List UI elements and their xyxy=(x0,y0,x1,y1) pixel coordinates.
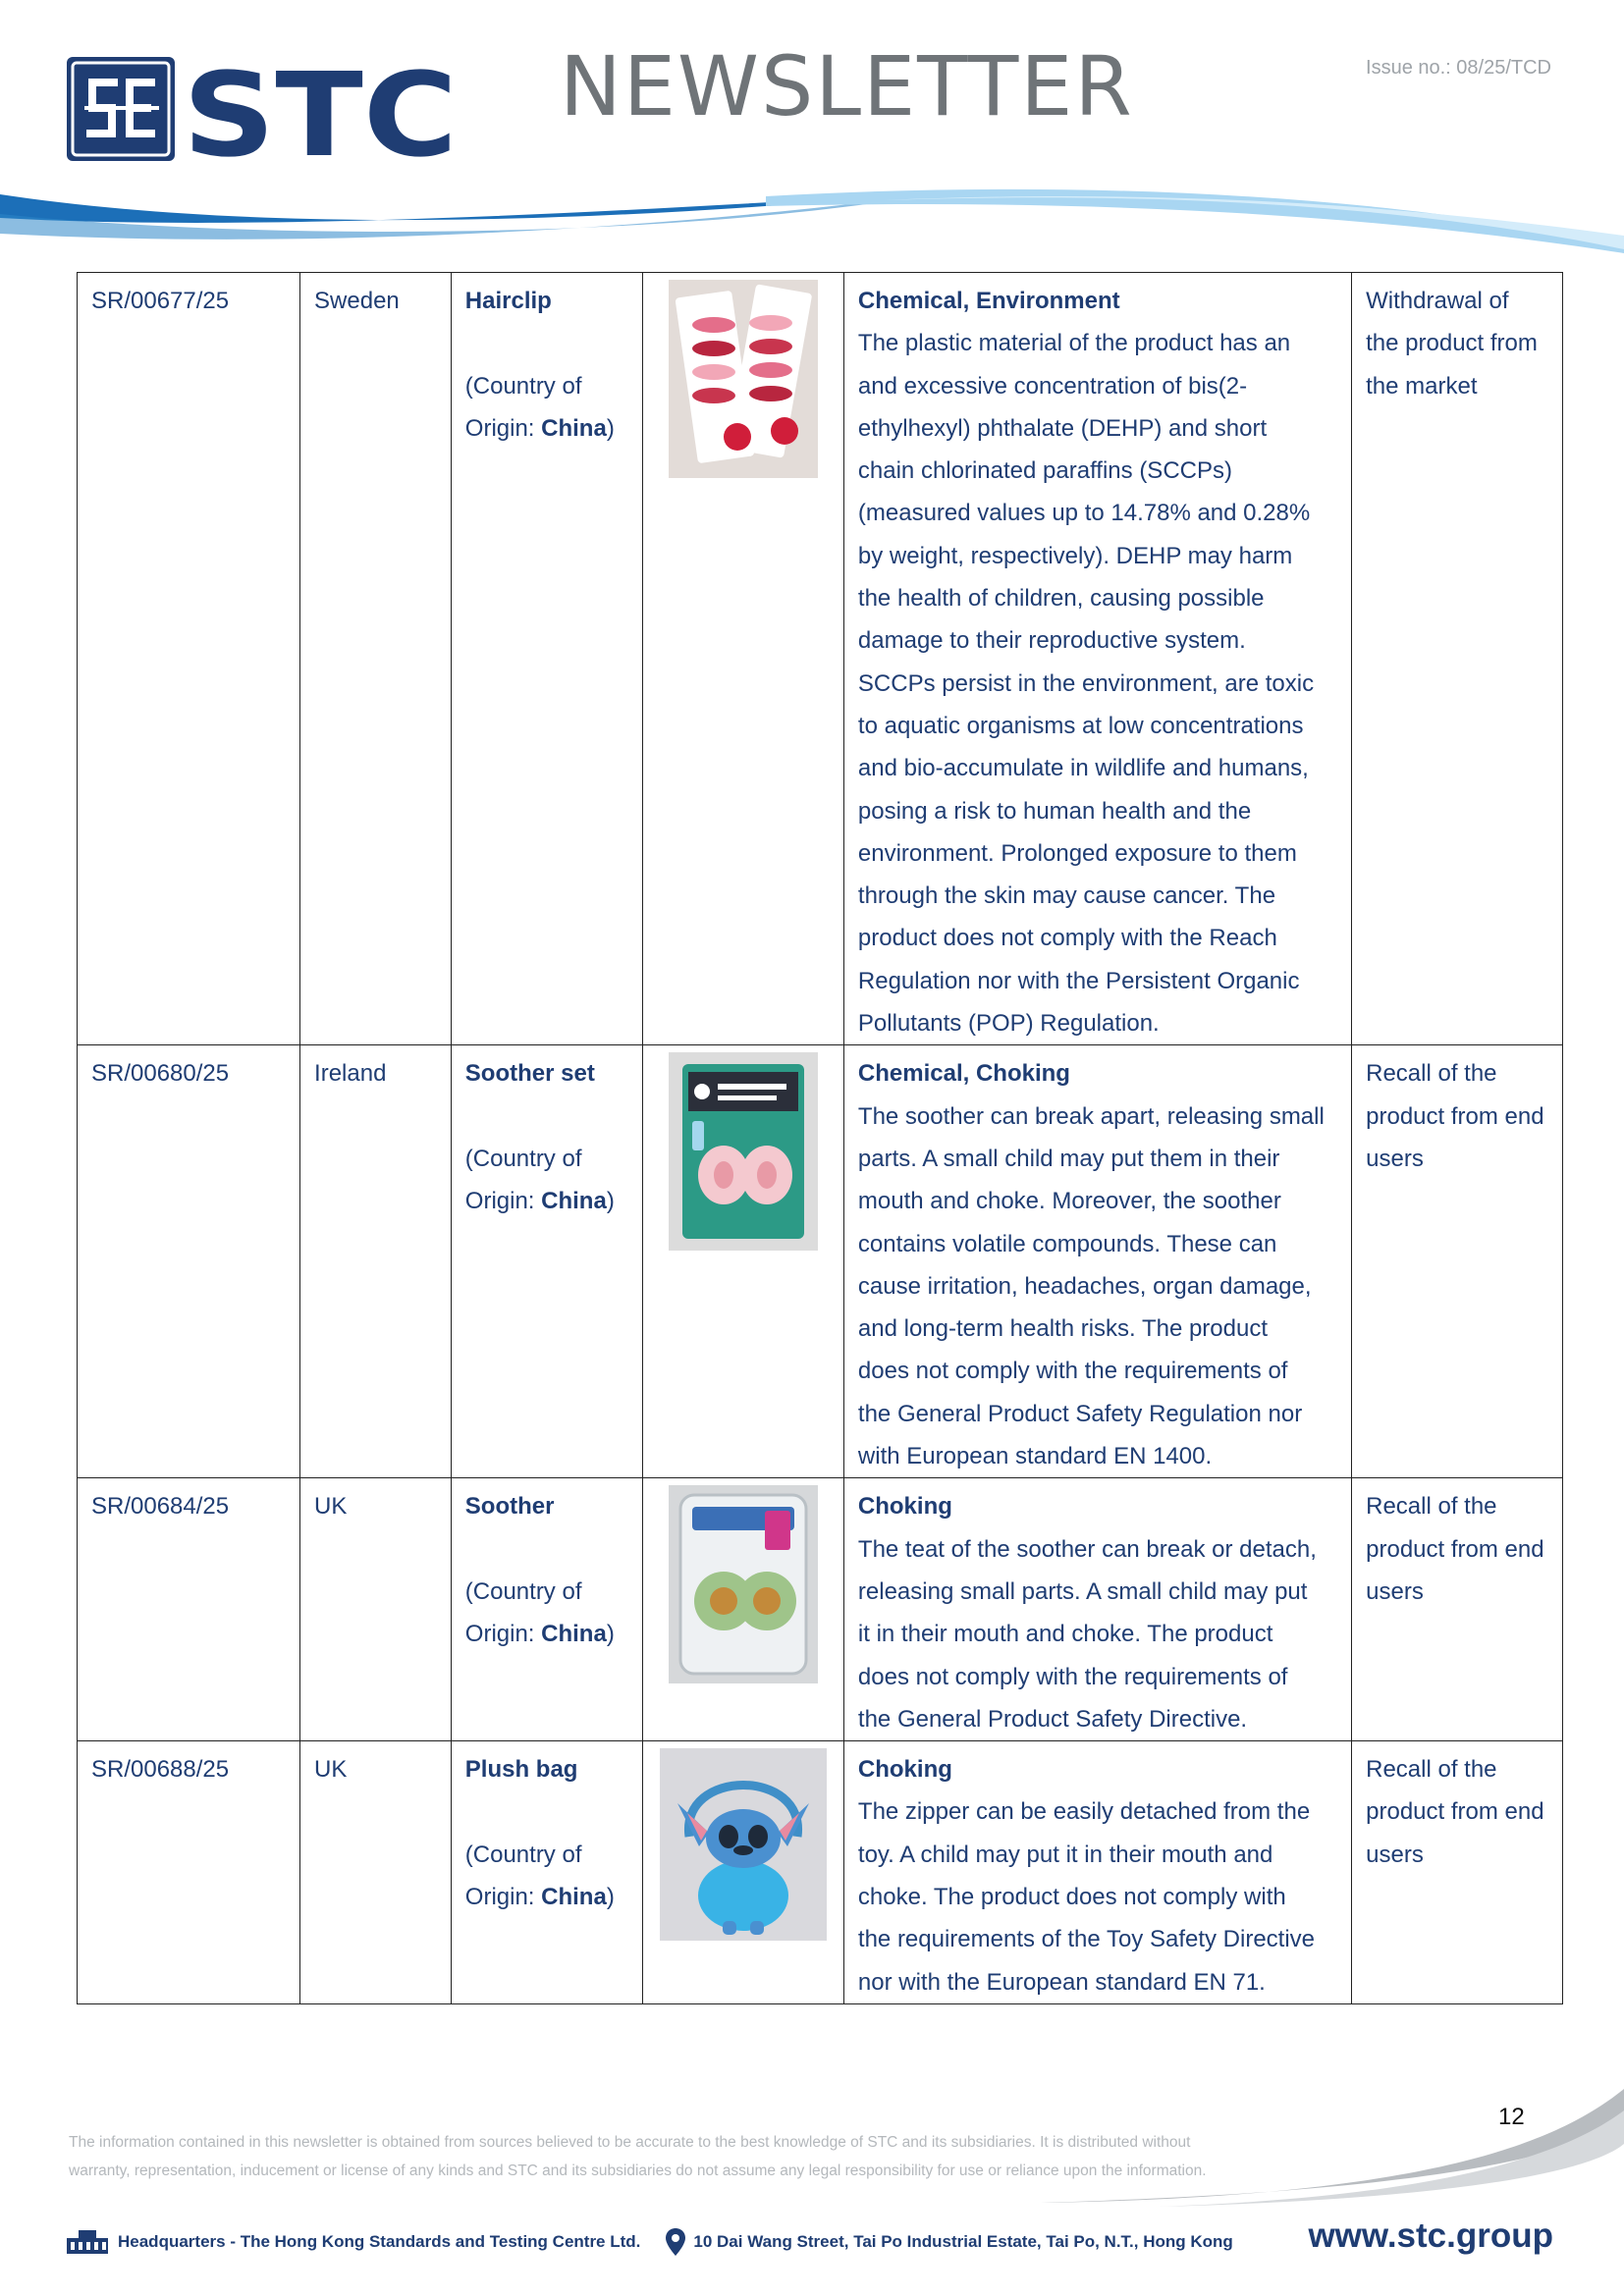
location-pin-icon xyxy=(666,2228,685,2256)
disclaimer-line: The information contained in this newsletter is obtained from sources believed to be accurate to the best knowledge of STC and its subsidiaries. It is distributed without xyxy=(69,2134,1191,2151)
risk-line: posing a risk to human health and the xyxy=(857,797,1252,825)
risk-line: contains volatile compounds. These can xyxy=(857,1230,1277,1257)
origin-prefix: (Country of xyxy=(464,1841,582,1868)
reference-number: SR/00677/25 xyxy=(78,273,300,1045)
measure-line: the product from xyxy=(1366,330,1538,357)
risk-line: does not comply with the requirements of xyxy=(857,1663,1288,1690)
product-name: Plush bag xyxy=(464,1756,578,1784)
risk-line: does not comply with the requirements of xyxy=(857,1358,1288,1385)
risk-line: The teat of the soother can break or detach, xyxy=(857,1535,1317,1563)
product-cell xyxy=(451,1045,642,1478)
footer-contact xyxy=(65,2222,1233,2262)
risk-line: releasing small parts. A small child may put xyxy=(857,1577,1308,1605)
product-cell xyxy=(451,1741,642,2004)
risk-line: the General Product Safety Regulation nor xyxy=(857,1400,1303,1427)
soother-set-photo xyxy=(669,1052,818,1251)
reference-number: SR/00680/25 xyxy=(78,1045,300,1478)
product-image-cell xyxy=(643,1741,844,2004)
measure-line: product from end xyxy=(1366,1798,1544,1826)
notifying-country: Ireland xyxy=(300,1045,452,1478)
risk-line: damage to their reproductive system. xyxy=(857,627,1246,655)
plush-bag-photo xyxy=(660,1748,827,1941)
address-text: 10 Dai Wang Street, Tai Po Industrial Estate, Tai Po, N.T., Hong Kong xyxy=(693,2232,1233,2251)
disclaimer xyxy=(69,2128,1345,2185)
measure-line: product from end xyxy=(1366,1102,1544,1130)
risk-line: mouth and choke. Moreover, the soother xyxy=(857,1188,1281,1215)
origin-country: China xyxy=(541,1883,607,1910)
notifying-country: Sweden xyxy=(300,273,452,1045)
product-cell xyxy=(451,1478,642,1741)
page-number: 12 xyxy=(1498,2104,1525,2130)
risk-line: the health of children, causing possible xyxy=(857,585,1265,613)
origin-line: Origin: China) xyxy=(464,1883,615,1910)
notifying-country: UK xyxy=(300,1741,452,2004)
origin-line: Origin: China) xyxy=(464,1621,615,1648)
risk-line: and excessive concentration of bis(2- xyxy=(857,372,1248,400)
table-row xyxy=(78,1741,1563,2004)
measure-line: users xyxy=(1366,1145,1424,1172)
measure-cell xyxy=(1352,273,1563,1045)
table-row xyxy=(78,273,1563,1045)
reference-number: SR/00688/25 xyxy=(78,1741,300,2004)
risk-line: the General Product Safety Directive. xyxy=(857,1705,1248,1733)
risk-line: ethylhexyl) phthalate (DEHP) and short xyxy=(857,414,1268,442)
product-name: Soother xyxy=(464,1493,555,1521)
measure-cell xyxy=(1352,1741,1563,2004)
hairclip-photo xyxy=(669,280,818,478)
measure-cell xyxy=(1352,1045,1563,1478)
risk-type: Choking xyxy=(857,1493,952,1521)
header-wave xyxy=(0,185,1624,253)
address-info xyxy=(666,2228,1232,2256)
risk-line: nor with the European standard EN 71. xyxy=(857,1968,1266,1996)
building-icon xyxy=(65,2228,110,2256)
risk-line: it in their mouth and choke. The product xyxy=(857,1621,1273,1648)
measure-line: Recall of the xyxy=(1366,1756,1497,1784)
logo-text: STC xyxy=(183,57,458,163)
origin-prefix: (Country of xyxy=(464,1145,582,1172)
risk-line: chain chlorinated paraffins (SCCPs) xyxy=(857,457,1232,485)
measure-cell xyxy=(1352,1478,1563,1741)
soother-photo xyxy=(669,1485,818,1683)
table-row xyxy=(78,1478,1563,1741)
risk-line: to aquatic organisms at low concentrations xyxy=(857,712,1304,739)
risk-type: Chemical, Environment xyxy=(857,288,1120,314)
product-image-cell xyxy=(643,1045,844,1478)
risk-line: parts. A small child may put them in their xyxy=(857,1145,1280,1172)
risk-line: (measured values up to 14.78% and 0.28% xyxy=(857,500,1311,527)
product-image-cell xyxy=(643,273,844,1045)
measure-line: users xyxy=(1366,1577,1424,1605)
notifying-country: UK xyxy=(300,1478,452,1741)
risk-line: The soother can break apart, releasing small xyxy=(857,1102,1325,1130)
issue-number: Issue no.: 08/25/TCD xyxy=(1366,57,1551,79)
risk-cell xyxy=(843,1478,1351,1741)
table-row xyxy=(78,1045,1563,1478)
origin-country: China xyxy=(541,414,607,442)
risk-type: Choking xyxy=(857,1756,952,1784)
measure-line: the market xyxy=(1366,372,1478,400)
risk-line: Pollutants (POP) Regulation. xyxy=(857,1010,1160,1038)
risk-type: Chemical, Choking xyxy=(857,1060,1070,1088)
risk-line: SCCPs persist in the environment, are toxic xyxy=(857,669,1315,697)
risk-cell xyxy=(843,273,1351,1045)
risk-line: toy. A child may put it in their mouth and xyxy=(857,1841,1273,1868)
stc-logo xyxy=(67,57,460,163)
website-link[interactable]: www.stc.group xyxy=(1308,2216,1553,2255)
risk-line: and long-term health risks. The product xyxy=(857,1315,1269,1343)
measure-line: Recall of the xyxy=(1366,1493,1497,1521)
risk-line: and bio-accumulate in wildlife and humans, xyxy=(857,755,1309,782)
risk-line: The zipper can be easily detached from the xyxy=(857,1798,1311,1826)
risk-cell xyxy=(843,1741,1351,2004)
product-image-cell xyxy=(643,1478,844,1741)
product-cell xyxy=(451,273,642,1045)
reference-number: SR/00684/25 xyxy=(78,1478,300,1741)
risk-line: product does not comply with the Reach xyxy=(857,925,1277,952)
risk-cell xyxy=(843,1045,1351,1478)
origin-prefix: (Country of xyxy=(464,1577,582,1605)
risk-line: environment. Prolonged exposure to them xyxy=(857,839,1297,867)
headquarters-info xyxy=(65,2228,640,2256)
risk-line: The plastic material of the product has an xyxy=(857,330,1291,357)
risk-line: with European standard EN 1400. xyxy=(857,1443,1213,1470)
newsletter-title: NEWSLETTER xyxy=(560,38,1134,134)
measure-line: users xyxy=(1366,1841,1424,1868)
product-name: Hairclip xyxy=(464,288,552,314)
product-name: Soother set xyxy=(464,1060,595,1088)
measure-line: Recall of the xyxy=(1366,1060,1497,1088)
risk-line: Regulation nor with the Persistent Organic xyxy=(857,967,1300,994)
measure-line: product from end xyxy=(1366,1535,1544,1563)
risk-line: cause irritation, headaches, organ damage, xyxy=(857,1272,1312,1300)
risk-line: the requirements of the Toy Safety Directive xyxy=(857,1926,1316,1953)
risk-line: choke. The product does not comply with xyxy=(857,1883,1286,1910)
origin-line: Origin: China) xyxy=(464,1188,615,1215)
origin-country: China xyxy=(541,1188,607,1215)
risk-line: through the skin may cause cancer. The xyxy=(857,882,1276,910)
origin-prefix: (Country of xyxy=(464,372,582,400)
measure-line: Withdrawal of xyxy=(1366,288,1509,314)
disclaimer-line: warranty, representation, inducement or license of any kinds and STC and its subsidiaries do not assume any legal responsibility for use or reliance upon the information. xyxy=(69,2163,1207,2179)
risk-line: by weight, respectively). DEHP may harm xyxy=(857,542,1293,569)
origin-line: Origin: China) xyxy=(464,414,615,442)
headquarters-text: Headquarters - The Hong Kong Standards and Testing Centre Ltd. xyxy=(118,2232,641,2251)
recall-table xyxy=(77,272,1563,2004)
origin-country: China xyxy=(541,1621,607,1648)
